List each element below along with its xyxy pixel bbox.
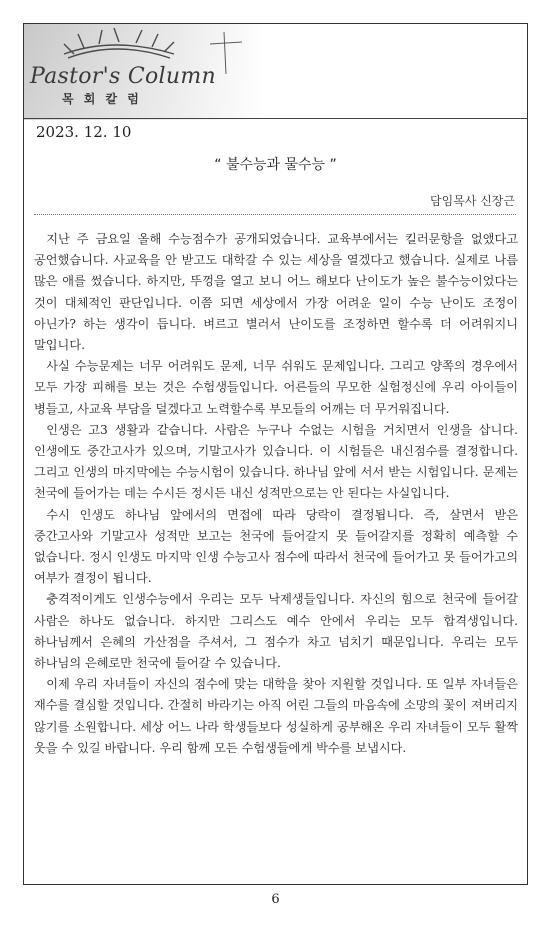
body-paragraph: 인생은 고3 생활과 같습니다. 사람은 누구나 수없는 시험을 거치면서 인생을 삽니다. 인생에도 중간고사가 있으며, 기말고사가 있습니다. 이 시험들은 내신점수를 결정합니다. 그리고 인생의 마지막에는 수능시험이 있습니다. 하나님 앞에 서서 받는 시험입니다. 문제는 천국에 들어가는 데는 수시든 정시든 내신 성적만으로는 안 된다는 사실입니다. xyxy=(34,422,518,501)
page-number: 6 xyxy=(271,892,280,907)
column-title: “ 불수능과 물수능 ” xyxy=(214,157,337,173)
body-paragraph: 수시 인생도 하나님 앞에서의 면접에 따라 당락이 결정됩니다. 즉, 살면서 받은 중간고사와 기말고사 성적만 보고는 천국에 들어갈지 못 들어갈지를 정확히 예측할 수 없습니다. 정시 인생도 마지막 인생 수능고사 점수에 따라서 천국에 들어가고 못 들어가고의 여부가 결정이 됩니다. xyxy=(34,507,518,586)
header-divider xyxy=(24,118,527,119)
column-brand-subtitle: 목 회 칼 럼 xyxy=(62,92,142,106)
column-body xyxy=(34,229,518,759)
body-paragraph: 충격적이게도 인생수능에서 우리는 모두 낙제생들입니다. 자신의 힘으로 천국에 들어갈 사람은 하나도 없습니다. 하지만 그리스도 예수 안에서 우리는 모두 합격생입니다. 하나님께서 은혜의 가산점을 주셔서, 그 점수가 차고 넘치기 때문입니다. 우리는 모두 하나님의 은혜로만 천국에 들어갈 수 있습니다. xyxy=(34,592,518,671)
column-author: 담임목사 신장근 xyxy=(430,194,515,208)
body-paragraph: 사실 수능문제는 너무 어려워도 문제, 너무 쉬워도 문제입니다. 그리고 양쪽의 경우에서 모두 가장 피해를 보는 것은 수험생들입니다. 어른들의 무모한 실험정신에 우리 아이들이 병들고, 사교육 부담을 덜겠다고 노력할수록 부모들의 어깨는 더 무거워집니다. xyxy=(34,359,518,416)
column-brand-title: Pastor's Column xyxy=(30,64,216,89)
body-paragraph: 이제 우리 자녀들이 자신의 점수에 맞는 대학을 찾아 지원할 것입니다. 또 일부 자녀들은 재수를 결심할 것입니다. 간절히 바라기는 아직 어린 그들의 마음속에 소망의 꽃이 져버리지 않기를 소원합니다. 세상 어느 나라 학생들보다 성실하게 공부해온 우리 자녀들이 모두 활짝 웃을 수 있길 바랍니다. 우리 함께 모든 수험생들에게 박수를 보냅시다. xyxy=(34,677,518,755)
column-frame xyxy=(23,23,528,885)
column-date: 2023. 12. 10 xyxy=(36,123,132,141)
dotted-divider xyxy=(34,214,516,215)
body-paragraph: 지난 주 금요일 올해 수능점수가 공개되었습니다. 교육부에서는 킬러문항을 없앴다고 공언했습니다. 사교육을 안 받고도 대학갈 수 있는 세상을 열겠다고 했습니다. 실제로 나름 많은 애를 썼습니다. 하지만, 뚜껑을 열고 보니 어느 해보다 난이도가 높은 불수능이었다는 것이 대체적인 판단입니다. 이쯤 되면 세상에서 가장 어려운 일이 수능 난이도 조정이 아닌가? 하는 생각이 듭니다. 벼르고 별러서 난이도를 조정하면 할수록 더 어려워지니 말입니다. xyxy=(34,232,518,353)
column-header xyxy=(24,24,527,120)
